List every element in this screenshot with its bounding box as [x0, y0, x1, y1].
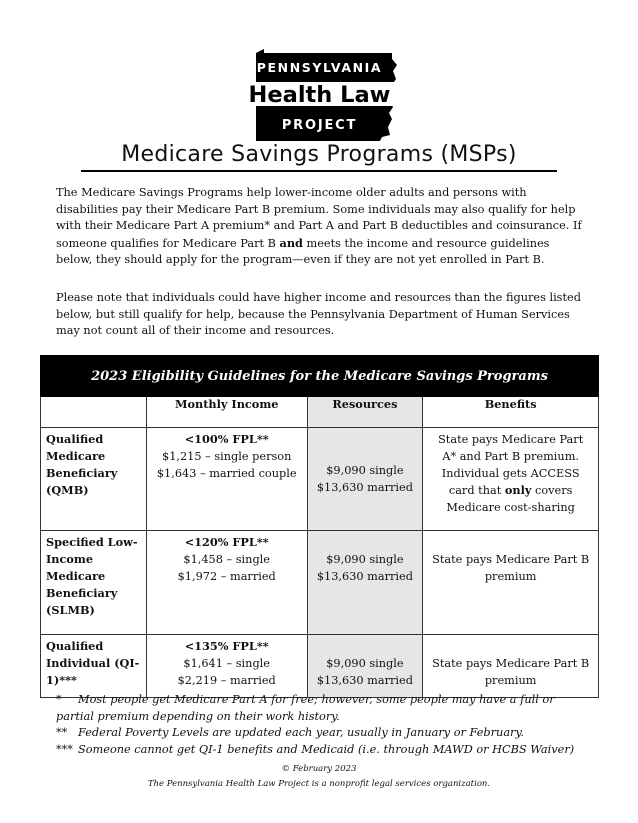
table-row-qi1 — [41, 635, 599, 698]
table-row-qmb — [41, 428, 599, 531]
logo-line1: PENNSYLVANIA — [256, 60, 383, 75]
title-underline — [81, 170, 557, 172]
intro-paragraph: The Medicare Savings Programs help lower-income older adults and persons with disabilities pay their Medicare Part B premium. Some individuals may also qualify for help with their Medicare Part A premium* and Part A and Part B deductibles and coinsurance. If someone qualifies for Medicare Part B and meets the income and resource guidelines below, they should apply for the program—even if they are not yet enrolled in Part B. — [56, 186, 582, 267]
income-cell: <100% FPL** $1,215 – single person $1,643 – married couple — [146, 428, 307, 531]
table-title: 2023 Eligibility Guidelines for the Medicare Savings Programs — [41, 356, 599, 397]
fpl-threshold: <135% FPL** — [184, 639, 269, 653]
benefits-cell: State pays Medicare Part A* and Part B premium. Individual gets ACCESS card that only covers Medicare cost-sharing — [423, 428, 599, 531]
income-cell: <120% FPL** $1,458 – single $1,972 – married — [146, 531, 307, 635]
note-paragraph: Please note that individuals could have higher income and resources than the figures listed below, but still qualify for help, because the Pennsylvania Department of Human Services may not count all of their income and resources. — [56, 291, 581, 338]
pennsylvania-state-shape — [242, 49, 397, 141]
eligibility-table — [40, 355, 599, 698]
footnotes — [56, 692, 596, 758]
benefits-cell: State pays Medicare Part B premium — [423, 635, 599, 698]
fpl-threshold: <100% FPL** — [184, 432, 269, 446]
benefits-cell: State pays Medicare Part B premium — [423, 531, 599, 635]
organization-logo — [242, 49, 397, 141]
footnote: * Most people get Medicare Part A for free; however, some people may have a full or partial premium depending on their work history. — [56, 693, 555, 723]
page-title: Medicare Savings Programs (MSPs) — [121, 142, 517, 167]
column-header-benefits: Benefits — [423, 397, 599, 428]
table-row-slmb — [41, 531, 599, 635]
footnote: ** Federal Poverty Levels are updated each year, usually in January or February. — [56, 726, 524, 739]
column-header-income: Monthly Income — [146, 397, 307, 428]
program-name: Specified Low-Income Medicare Beneficiary (SLMB) — [41, 531, 147, 635]
program-name: Qualified Individual (QI-1)*** — [41, 635, 147, 698]
logo-line2: Health Law — [248, 82, 391, 108]
resources-cell: $9,090 single $13,630 married — [307, 531, 423, 635]
organization-tagline: The Pennsylvania Health Law Project is a nonprofit legal services organization. — [147, 779, 491, 789]
logo-line3: PROJECT — [281, 118, 358, 133]
income-cell: <135% FPL** $1,641 – single $2,219 – married — [146, 635, 307, 698]
column-header-program — [41, 397, 147, 428]
column-header-resources: Resources — [307, 397, 423, 428]
copyright-line: © February 2023 — [281, 764, 357, 774]
resources-cell: $9,090 single $13,630 married — [307, 635, 423, 698]
program-name: Qualified Medicare Beneficiary (QMB) — [41, 428, 147, 531]
footnote: *** Someone cannot get QI-1 benefits and Medicaid (i.e. through MAWD or HCBS Waiver) — [56, 742, 575, 756]
fpl-threshold: <120% FPL** — [184, 535, 269, 549]
resources-cell: $9,090 single $13,630 married — [307, 428, 423, 531]
